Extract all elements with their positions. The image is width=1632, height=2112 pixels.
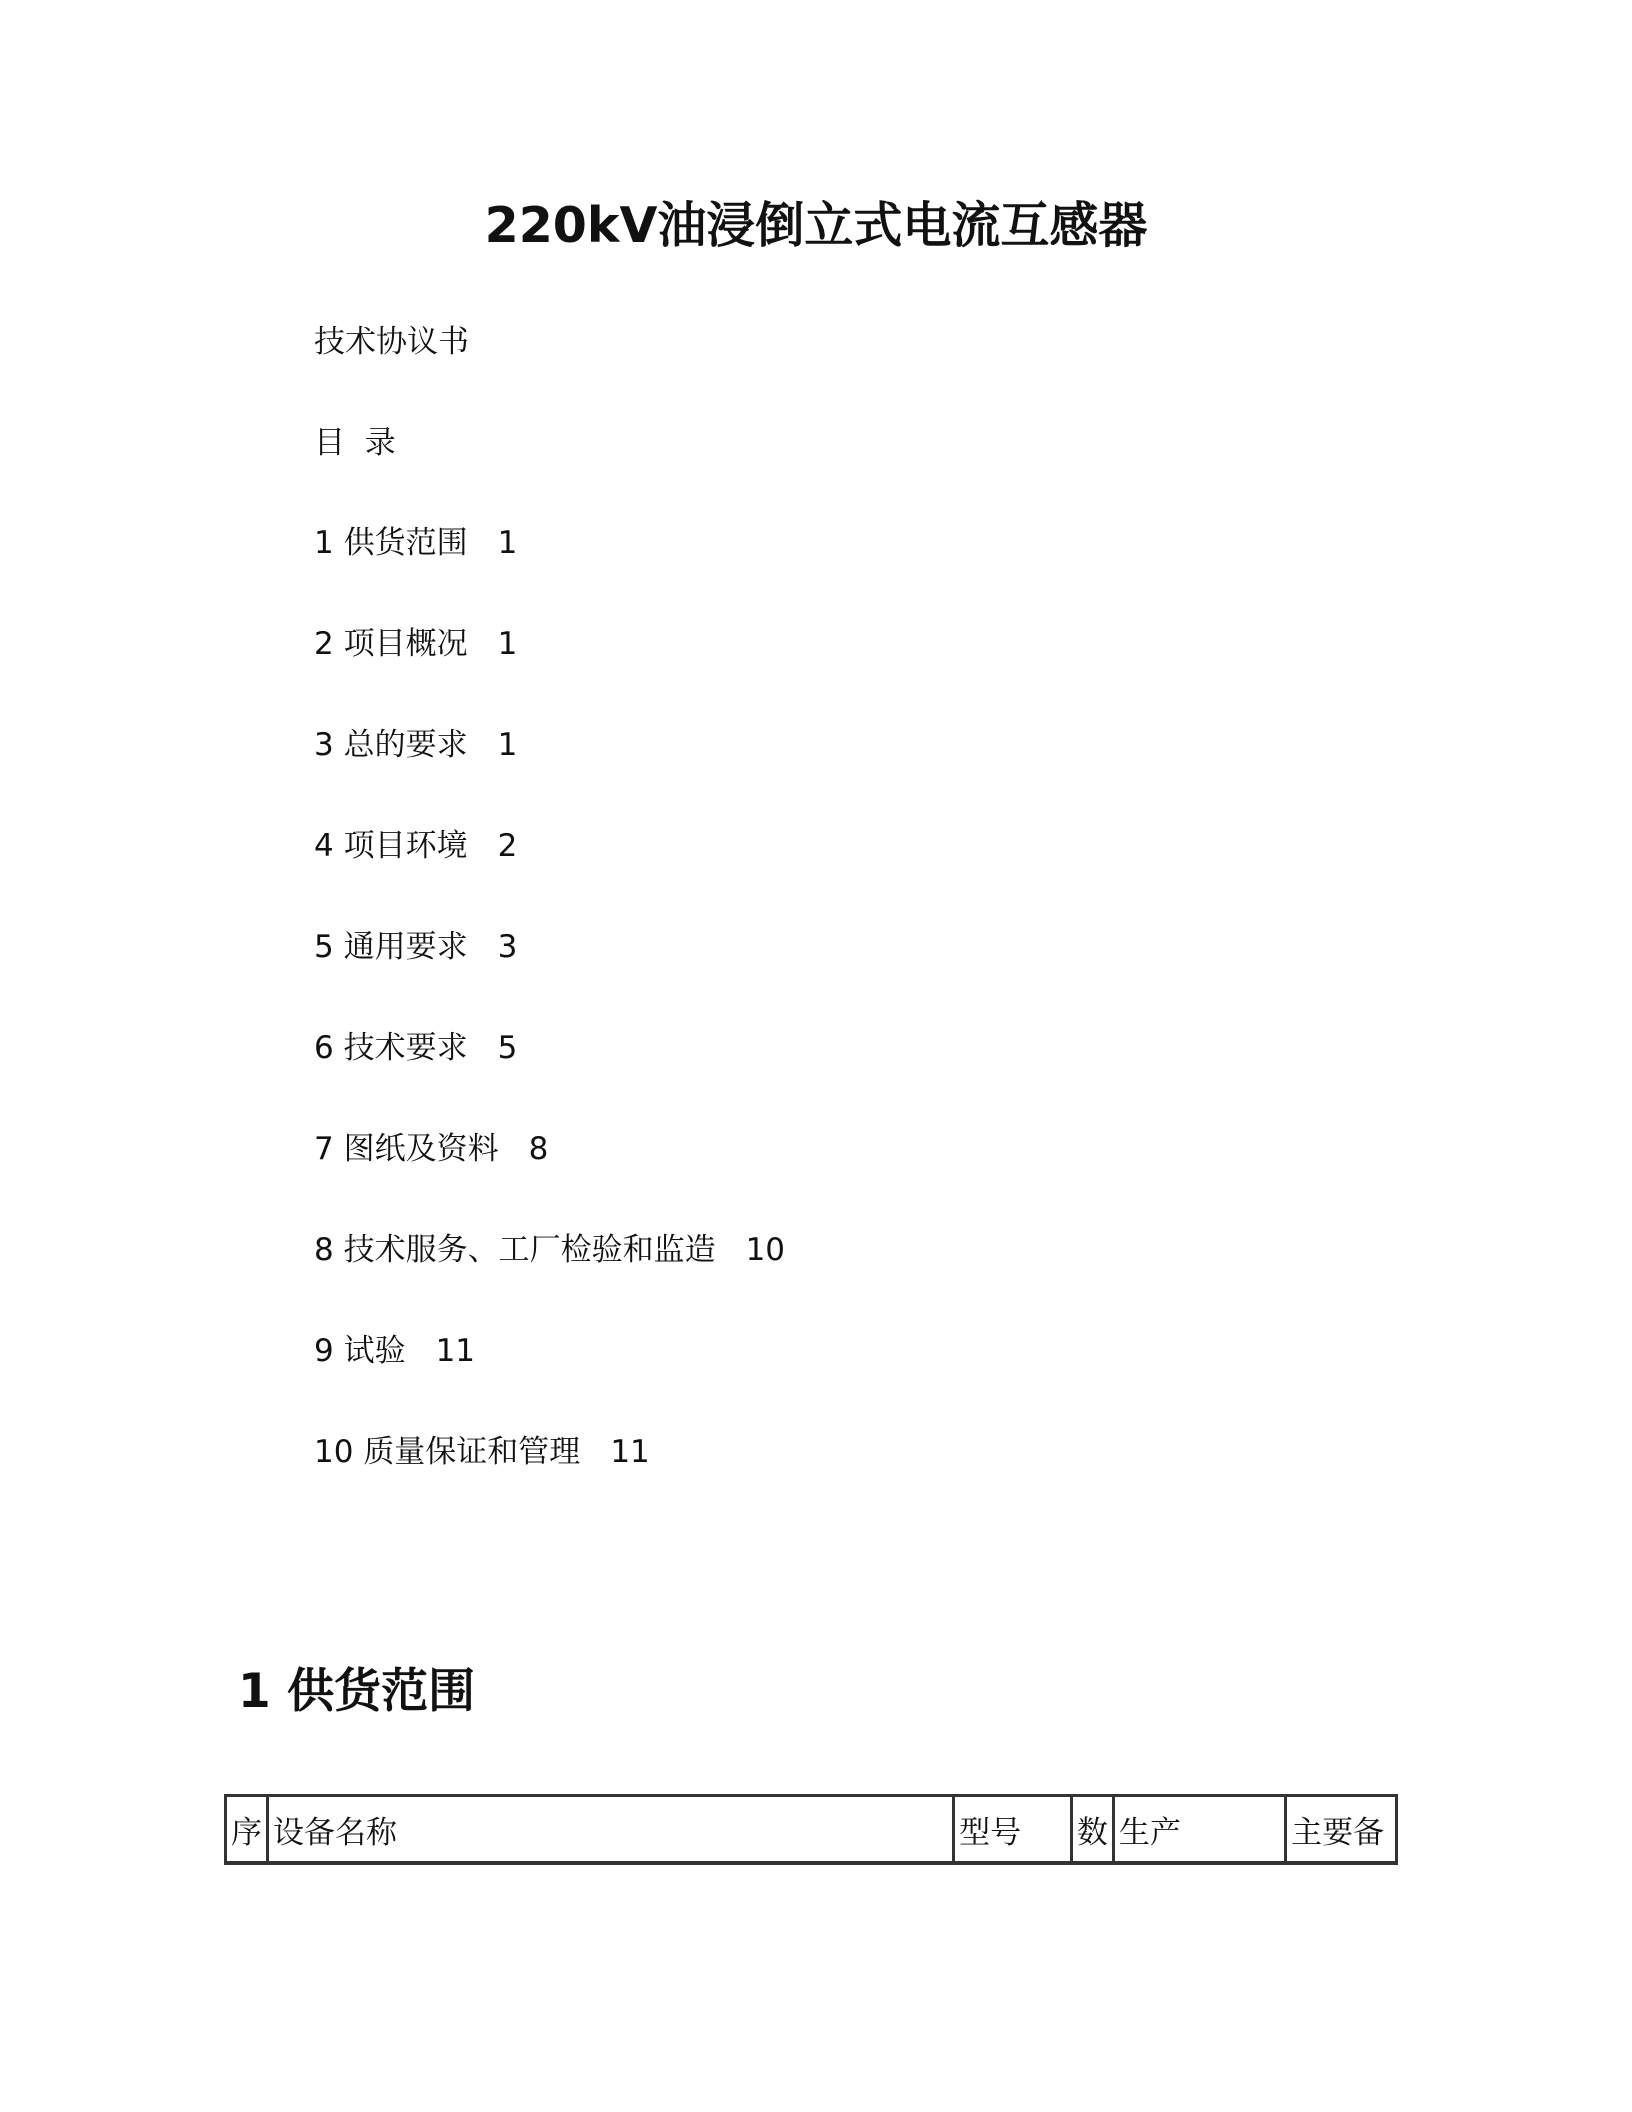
table-header-row: [226, 1796, 1397, 1864]
toc-item[interactable]: [314, 1432, 785, 1533]
toc-item[interactable]: [314, 1028, 785, 1129]
toc-item-label: 10 质量保证和管理: [314, 1434, 581, 1470]
toc-item-page: 11: [435, 1333, 476, 1369]
toc-item-label: 3 总的要求: [314, 727, 468, 763]
toc-item[interactable]: [314, 826, 785, 927]
toc-item-page: 3: [497, 929, 518, 965]
toc-item-page: 5: [497, 1030, 518, 1066]
column-header-manufacturer: 生产: [1113, 1796, 1285, 1864]
toc-item-page: 1: [497, 727, 518, 763]
toc-item-label: 8 技术服务、工厂检验和监造: [314, 1232, 716, 1268]
column-header-quantity: 数: [1071, 1796, 1113, 1864]
toc-item-label: 2 项目概况: [314, 626, 468, 662]
document-subtitle: 技术协议书: [314, 324, 469, 360]
toc-item-label: 1 供货范围: [314, 525, 468, 561]
toc-item[interactable]: [314, 1230, 785, 1331]
column-header-model: 型号: [954, 1796, 1072, 1864]
document-title: 220kV油浸倒立式电流互感器: [484, 197, 1148, 254]
toc-heading: 目 录: [314, 425, 396, 461]
toc-item[interactable]: [314, 624, 785, 725]
supply-scope-table: [224, 1794, 1398, 1865]
toc-item-page: 2: [497, 828, 518, 864]
toc-item-page: 1: [497, 626, 518, 662]
column-header-equipment-name: 设备名称: [268, 1796, 954, 1864]
toc-item[interactable]: [314, 1129, 785, 1230]
column-header-main-spare: 主要备: [1286, 1796, 1397, 1864]
toc-item[interactable]: [314, 1331, 785, 1432]
table-of-contents: [314, 523, 785, 1533]
toc-item-page: 8: [528, 1131, 549, 1167]
toc-item-page: 11: [610, 1434, 650, 1470]
toc-item[interactable]: [314, 523, 785, 624]
toc-item-page: 10: [745, 1232, 786, 1268]
toc-item-page: 1: [497, 525, 518, 561]
toc-item[interactable]: [314, 927, 785, 1028]
section-heading: 1 供货范围: [238, 1664, 476, 1719]
toc-item-label: 5 通用要求: [314, 929, 468, 965]
column-header-index: 序: [226, 1796, 268, 1864]
toc-item-label: 9 试验: [314, 1333, 406, 1369]
toc-item-label: 7 图纸及资料: [314, 1131, 499, 1167]
toc-item-label: 4 项目环境: [314, 828, 468, 864]
toc-item[interactable]: [314, 725, 785, 826]
toc-item-label: 6 技术要求: [314, 1030, 468, 1066]
